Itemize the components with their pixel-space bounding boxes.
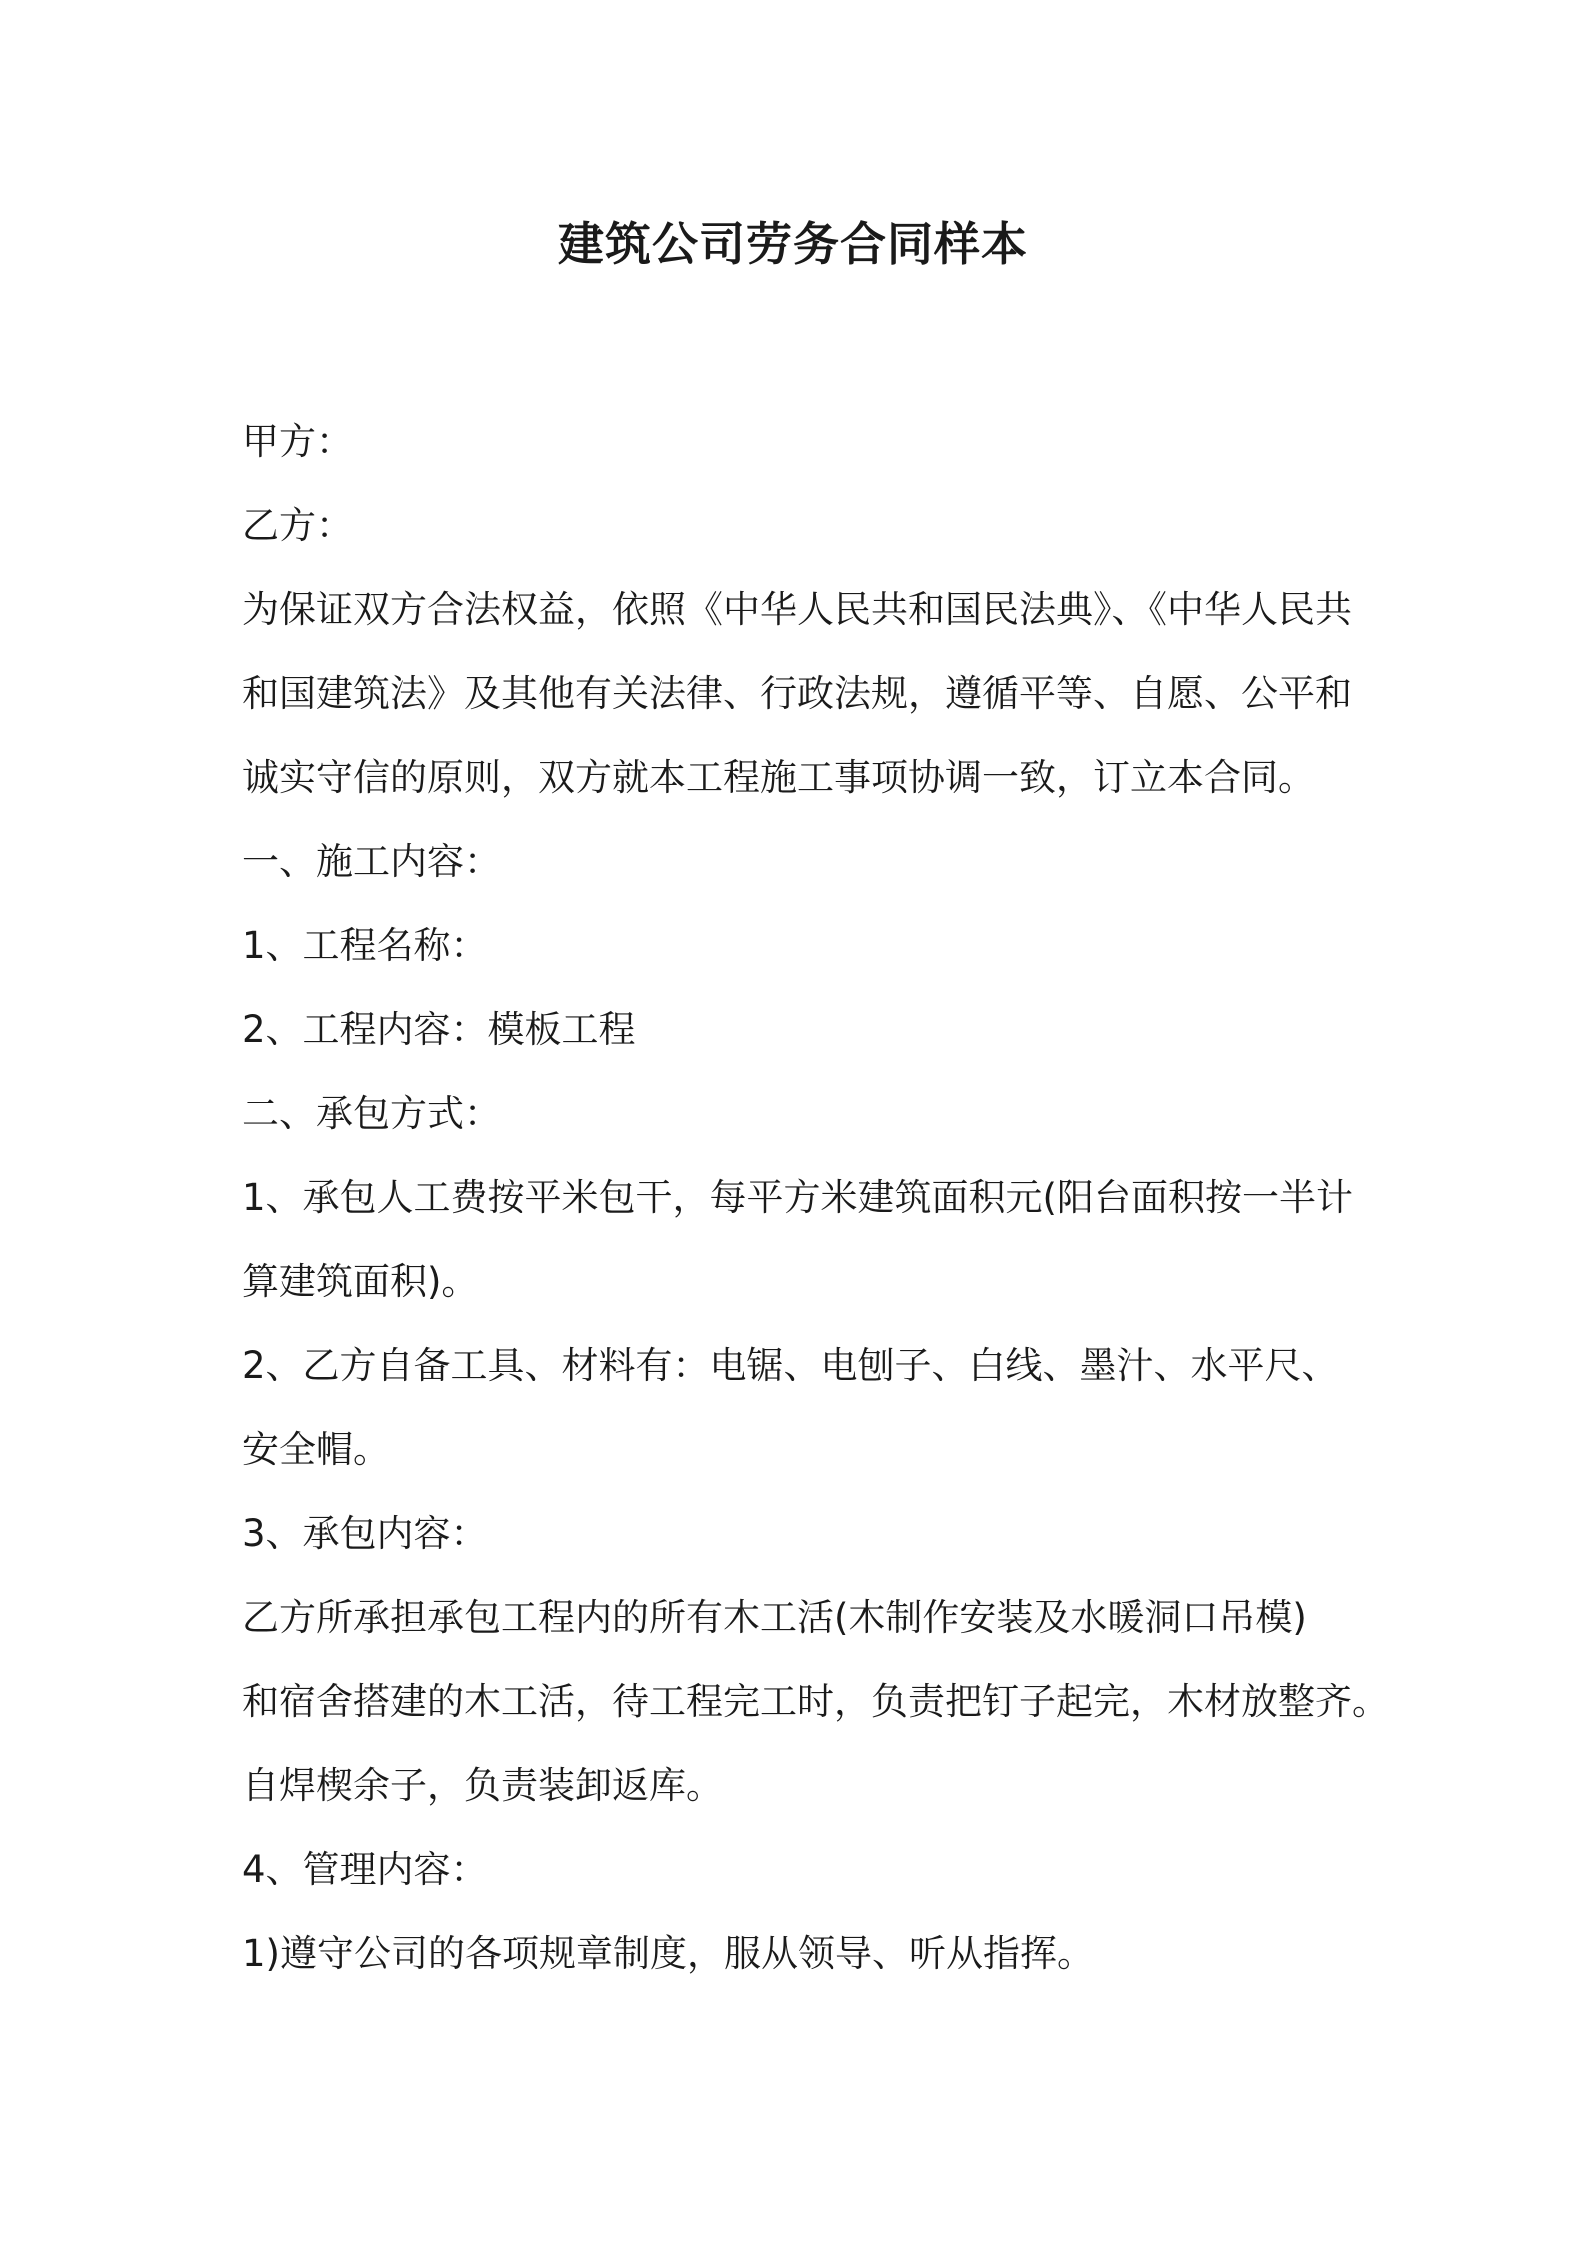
preamble-line-2: 和国建筑法》及其他有关法律、行政法规，遵循平等、自愿、公平和 xyxy=(242,672,1352,715)
party-a-line: 甲方： xyxy=(242,420,353,463)
document-body xyxy=(242,400,1389,1996)
section-heading-contract-method: 二、承包方式： xyxy=(242,1092,501,1135)
preamble-line-3: 诚实守信的原则，双方就本工程施工事项协调一致，订立本合同。 xyxy=(242,756,1315,799)
scope-line-2: 和宿舍搭建的木工活，待工程完工时，负责把钉子起完，木材放整齐。 xyxy=(242,1680,1389,1723)
labor-fee-line-2: 算建筑面积)。 xyxy=(242,1260,479,1303)
project-content-line: 2、工程内容：模板工程 xyxy=(242,1008,636,1051)
party-b-line: 乙方： xyxy=(242,504,353,547)
section-heading-construction-content: 一、施工内容： xyxy=(242,840,501,883)
tools-line-2: 安全帽。 xyxy=(242,1428,390,1471)
tools-line-1: 2、乙方自备工具、材料有：电锯、电刨子、白线、墨汁、水平尺、 xyxy=(242,1344,1339,1387)
scope-line-1: 乙方所承担承包工程内的所有木工活(木制作安装及水暖洞口吊模) xyxy=(242,1596,1307,1639)
document-title: 建筑公司劳务合同样本 xyxy=(558,217,1028,271)
management-heading: 4、管理内容： xyxy=(242,1848,488,1891)
scope-line-3: 自焊楔余子，负责装卸返库。 xyxy=(242,1764,723,1807)
preamble-line-1: 为保证双方合法权益，依照《中华人民共和国民法典》、《中华人民共 xyxy=(242,588,1352,631)
labor-fee-line-1: 1、承包人工费按平米包干，每平方米建筑面积元(阳台面积按一半计 xyxy=(242,1176,1353,1219)
contract-scope-heading: 3、承包内容： xyxy=(242,1512,488,1555)
project-name-line: 1、工程名称： xyxy=(242,924,488,967)
management-rule-1: 1)遵守公司的各项规章制度，服从领导、听从指挥。 xyxy=(242,1932,1094,1975)
